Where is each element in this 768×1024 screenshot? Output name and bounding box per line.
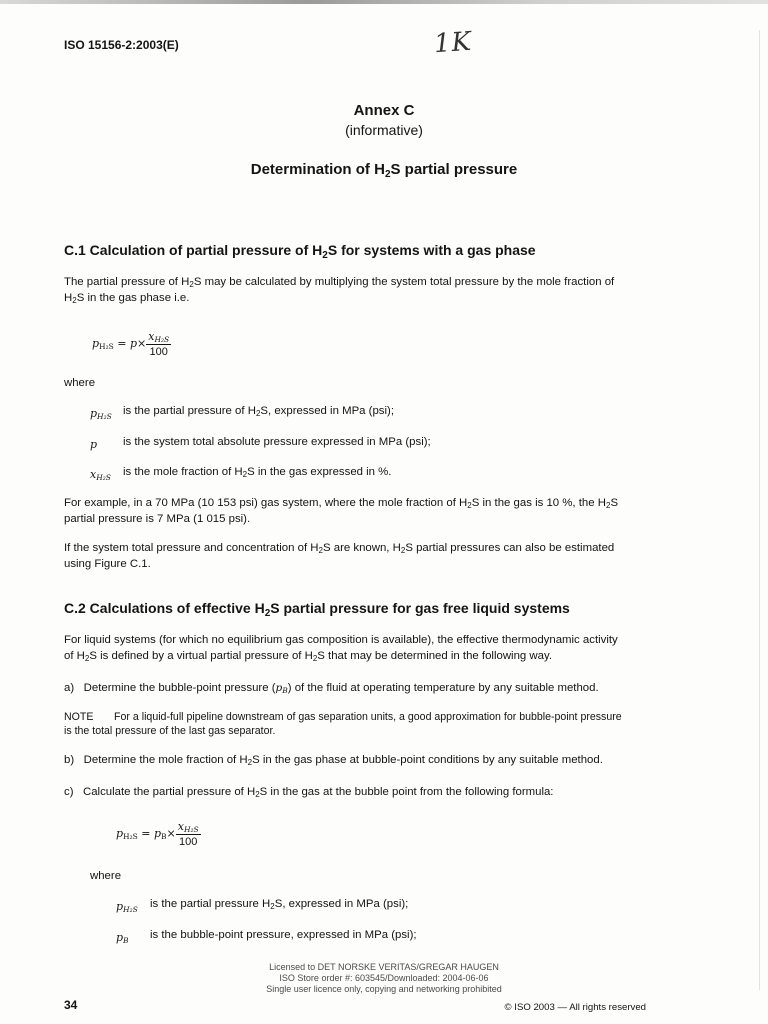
c1-def-symbol: p [90, 438, 98, 451]
c2-def-symbol: $p_B$ [116, 931, 129, 945]
c2-def-text: is the bubble-point pressure, expressed in MPa (psi); [150, 929, 417, 941]
section-c1-heading: C.1 Calculation of partial pressure of $H_2S$ for systems with a gas phase [64, 242, 536, 261]
c2-note: NOTE For a liquid-full pipeline downstream of gas separation units, a good approximation for bubble-point pressure is the total pressure of the last gas separator. [64, 711, 622, 737]
annex-title: Determination of $H_2S$ partial pressure [250, 161, 518, 180]
c1-def-text: is the mole fraction of $H_2S$ in the gas expressed in %. [123, 466, 392, 479]
c2-intro: For liquid systems (for which no equilibrium gas composition is available), the effective thermodynamic activity of $H_2S$ is defined by a virtual partial pressure of $H_2S$ that may be determined in the following way. [64, 634, 618, 663]
c2-step-c: c) Calculate the partial pressure of $H_2S$ in the gas at the bubble point from the following formula: [64, 786, 554, 799]
c1-def-symbol: $p_{H_2S}$ [90, 407, 112, 421]
c2-step-b: b) Determine the mole fraction of $H_2S$ in the gas phase at bubble-point conditions by any suitable method. [64, 754, 603, 767]
c1-paragraph: The partial pressure of $H_2S$ may be calculated by multiplying the system total pressure by the mole fraction of $H_2S$ in the gas phase i.e. [64, 276, 615, 305]
c2-where: where [90, 870, 122, 882]
c1-formula: $p_{H_2S} = p\times$ $\frac{x_{H_2S}}{100}$ [92, 330, 170, 358]
c2-step-a: a) Determine the bubble-point pressure $(p_B)$ of the fluid at operating temperature by any suitable method. [64, 682, 599, 695]
document-id: ISO 15156-2:2003(E) [64, 38, 179, 52]
c1-figure-reference: If the system total pressure and concentration of $H_2S$ are known, $H_2S$ partial pressures can also be estimated using Figure C.1. [64, 542, 615, 570]
license-notice: Licensed to DET NORSKE VERITAS/GREGAR HAUGEN ISO Store order #: 603545/Downloaded: 2004-06-06 Single user licence only, copying and networking prohibited [266, 962, 502, 994]
annex-status: (informative) [345, 122, 423, 138]
copyright: © ISO 2003 — All rights reserved [504, 1002, 646, 1013]
c1-example: For example, in a 70 MPa (10 153 psi) gas system, where the mole fraction of $H_2S$ in the gas is 10 %, the $H_2S$ partial pressure is 7 MPa (1 015 psi). [64, 497, 619, 525]
c2-def-text: is the partial pressure $H_2S$, expressed in MPa (psi); [150, 898, 409, 911]
c1-def-text: is the system total absolute pressure expressed in MPa (psi); [123, 436, 431, 448]
c2-def-symbol: $p_{H_2S}$ [116, 900, 138, 914]
c2-formula: $p_{H_2S} = p_B\times$ $\frac{x_{H_2S}}{100}$ [116, 820, 199, 848]
c1-where: where [64, 377, 96, 389]
page-number: 34 [64, 998, 78, 1012]
handwritten-mark: 1K [432, 26, 473, 60]
c1-def-text: is the partial pressure of $H_2S$, expressed in MPa (psi); [123, 405, 394, 418]
section-c2-heading: C.2 Calculations of effective $H_2S$ partial pressure for gas free liquid systems [64, 600, 570, 619]
annex-label: Annex C [353, 102, 415, 119]
scan-top-edge [0, 0, 768, 4]
c1-def-symbol: $x_{H_2S}$ [90, 468, 111, 482]
